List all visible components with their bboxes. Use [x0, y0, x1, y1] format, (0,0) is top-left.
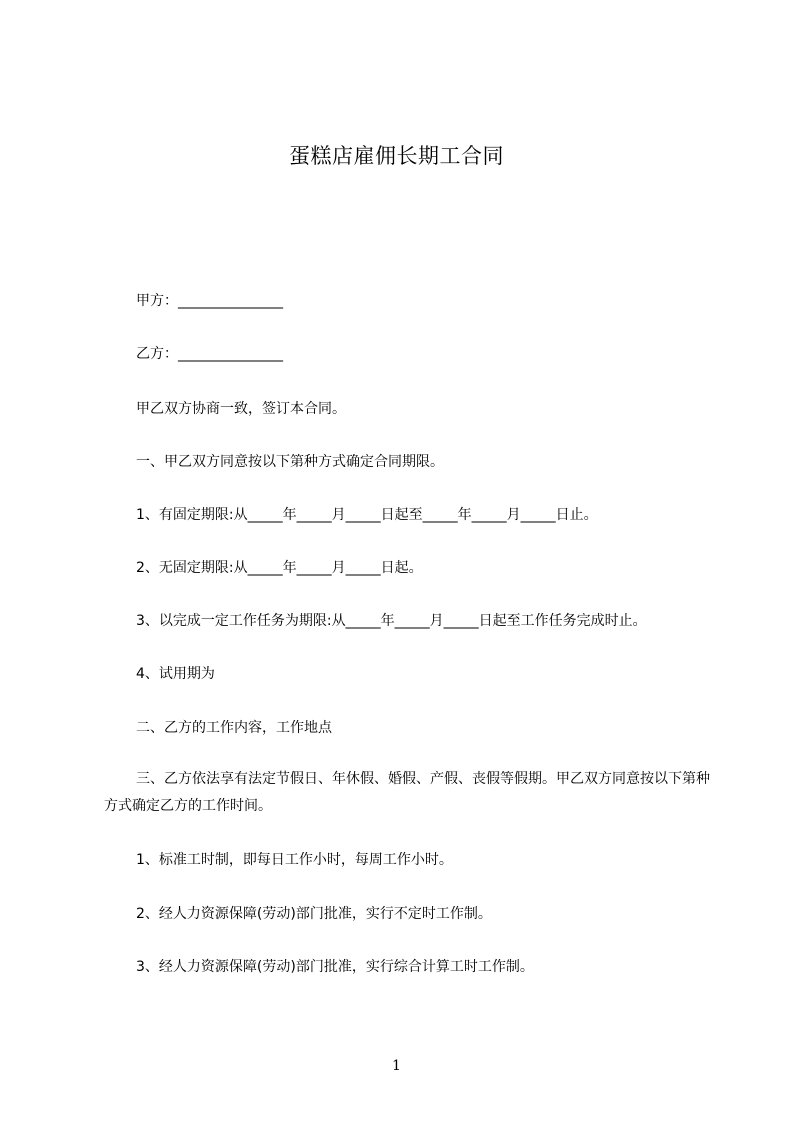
section3-paragraph: 三、乙方依法享有法定节假日、年休假、婚假、产假、丧假等假期。甲乙双方同意按以下第种方式确定乙方的工作时间。 [104, 771, 710, 814]
section1-item2: 2、无固定期限:从_____年_____月_____日起。 [136, 560, 423, 576]
page-number: 1 [392, 1058, 401, 1074]
section1-item3: 3、以完成一定工作任务为期限:从_____年_____月_____日起至工作任务完成时止。 [136, 613, 647, 629]
party-b-line: 乙方：_______________ [136, 346, 283, 362]
section2-heading: 二、乙方的工作内容，工作地点 [136, 720, 332, 736]
section1-heading: 一、甲乙双方同意按以下第种方式确定合同期限。 [136, 454, 444, 470]
party-a-line: 甲方：_______________ [136, 293, 283, 309]
document-title: 蛋糕店雇佣长期工合同 [289, 144, 504, 168]
section3-item1: 1、标准工时制，即每日工作小时，每周工作小时。 [136, 852, 453, 868]
section3-item3: 3、经人力资源保障(劳动)部门批准，实行综合计算工时工作制。 [136, 959, 534, 975]
section1-item1: 1、有固定期限:从_____年_____月_____日起至_____年_____月_____日止。 [136, 507, 598, 523]
section1-item4: 4、试用期为 [136, 666, 215, 682]
section3-item2: 2、经人力资源保障(劳动)部门批准，实行不定时工作制。 [136, 906, 492, 922]
intro-text: 甲乙双方协商一致，签订本合同。 [136, 401, 346, 417]
